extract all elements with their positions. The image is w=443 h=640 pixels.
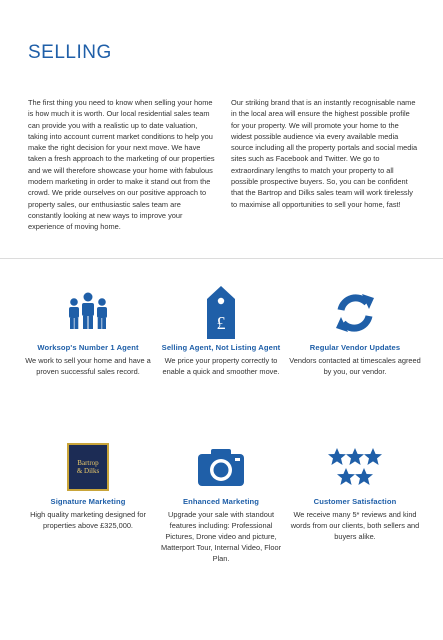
feature-enhanced-marketing bbox=[151, 437, 291, 564]
feature-signature-marketing bbox=[18, 437, 158, 531]
pound-symbol: £ bbox=[216, 313, 226, 333]
feature-title: Regular Vendor Updates bbox=[309, 343, 401, 352]
feature-number-1-agent bbox=[18, 283, 158, 377]
feature-customer-satisfaction bbox=[285, 437, 425, 542]
feature-description: We price your property correctly to enable a quick and smoother move. bbox=[162, 356, 280, 376]
feature-title: Worksop's Number 1 Agent bbox=[37, 343, 139, 352]
camera-icon bbox=[151, 437, 291, 497]
feature-title: Signature Marketing bbox=[50, 497, 126, 506]
feature-description: We work to sell your home and have a proven successful sales record. bbox=[25, 356, 151, 376]
feature-description: High quality marketing designed for properties above £325,000. bbox=[30, 510, 146, 530]
page-title: SELLING bbox=[28, 42, 112, 63]
section-divider bbox=[0, 258, 443, 259]
feature-title: Customer Satisfaction bbox=[313, 497, 397, 506]
feature-title: Selling Agent, Not Listing Agent bbox=[161, 343, 281, 352]
stars-icon bbox=[285, 437, 425, 497]
intro-right-paragraph: Our striking brand that is an instantly recognisable name in the local area will ensure the highest possible profile for your property. We will promote your home to the widest possible audience via every available media source including all the property portals and social media sites such as Facebook and Twitter. We go to extraordinary lengths to match your property to all possible prospective buyers. So, you can be confident that the Bartrop and Dilks sales team will work tirelessly to maximise all opportunities to sell your home, fast! bbox=[231, 98, 418, 209]
intro-left-paragraph: The first thing you need to know when selling your home is how much it is worth. Our local residential sales team can provide you with a realistic up to date valuation, taking into account current market conditions to help you make the right decision for your next move. We have taken a fresh approach to the marketing of our properties and we will therefore showcase your home with fabulous modern marketing in order to make it stand out from the crowd. We pride ourselves on our positive approach to property sales, our enthusiastic sales team are constantly looking at new ways to improve your experience of moving home. bbox=[28, 98, 215, 232]
price-tag-icon bbox=[151, 283, 291, 343]
refresh-icon bbox=[285, 283, 425, 343]
team-icon bbox=[18, 283, 158, 343]
feature-vendor-updates bbox=[285, 283, 425, 377]
feature-description: Vendors contacted at timescales agreed by you, our vendor. bbox=[289, 356, 421, 376]
feature-description: Upgrade your sale with standout features including: Professional Pictures, Drone video and picture, Matterport Tour, Internal Video, Floor Plan. bbox=[160, 510, 282, 563]
logo-icon bbox=[67, 443, 109, 491]
feature-title: Enhanced Marketing bbox=[182, 497, 260, 506]
logo-line-1: Bartrop bbox=[77, 459, 99, 467]
feature-selling-agent bbox=[151, 283, 291, 377]
logo-line-2: & Dilks bbox=[76, 467, 100, 475]
feature-description: We receive many 5* reviews and kind words from our clients, both sellers and buyers alike. bbox=[290, 510, 420, 541]
